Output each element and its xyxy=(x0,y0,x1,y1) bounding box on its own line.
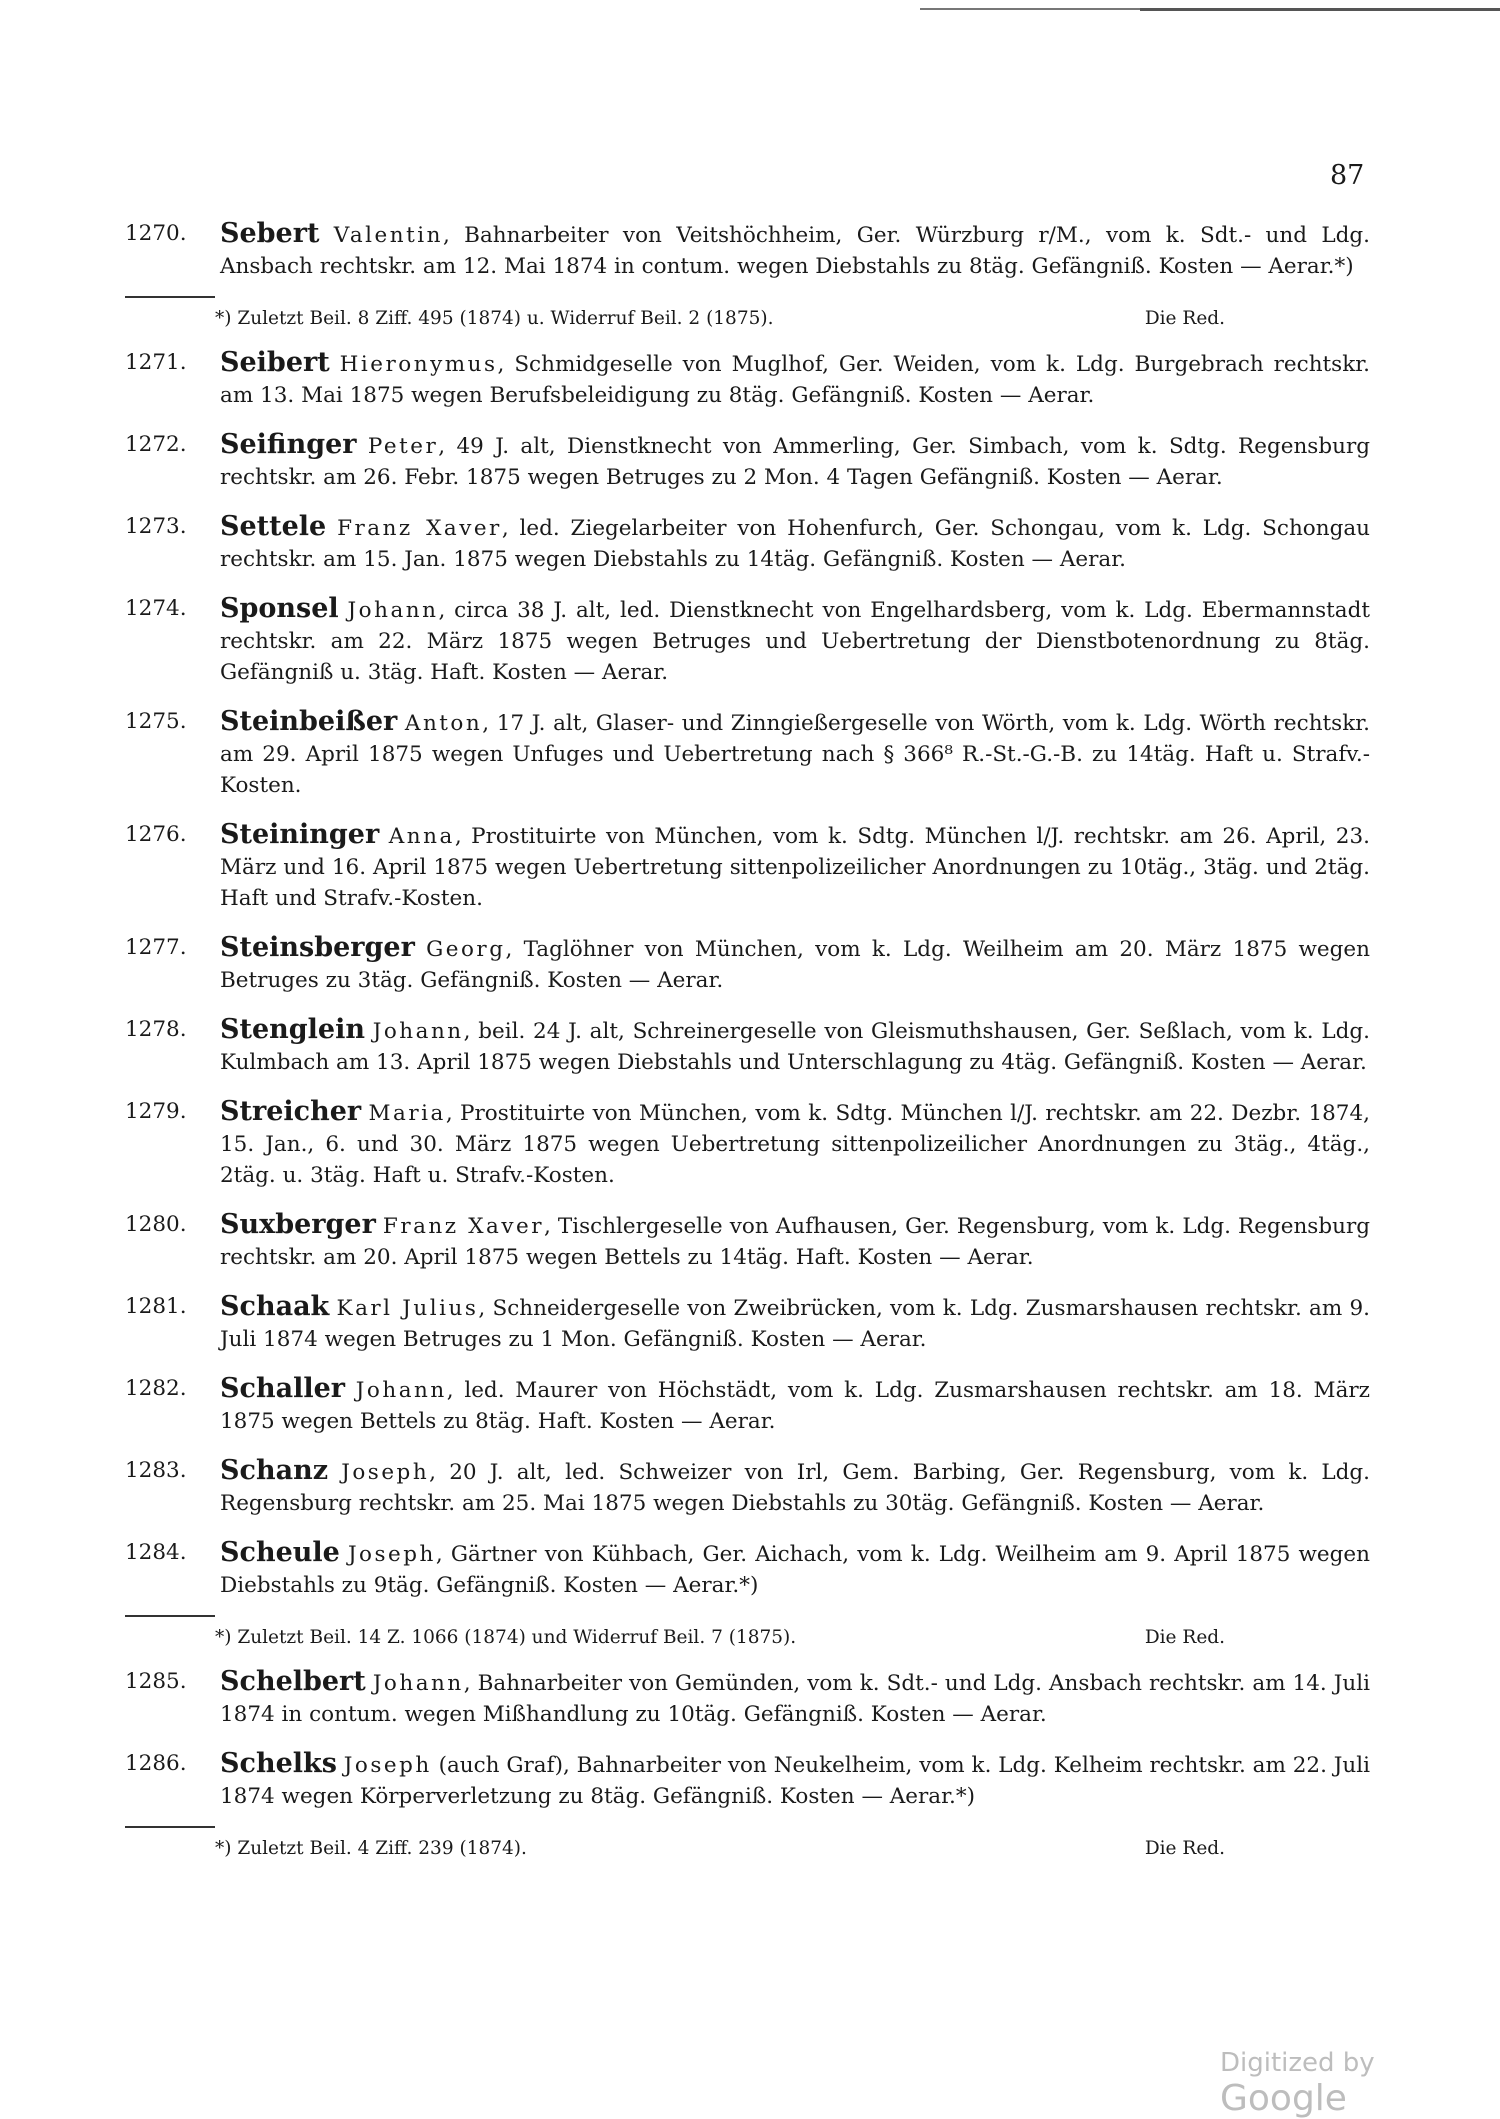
entry xyxy=(125,1096,1370,1191)
entry-surname: Schanz xyxy=(220,1455,329,1486)
entry-surname: Schelks xyxy=(220,1748,337,1779)
google-logo: Google xyxy=(1220,2078,1347,2119)
watermark-prefix: Digitized by xyxy=(1220,2048,1375,2078)
entry-number: 1278. xyxy=(125,1017,187,1042)
entry-given-name: Franz Xaver xyxy=(337,516,502,541)
entry-text xyxy=(220,1748,1370,1812)
entry-body: , beil. 24 J. alt, Schreinergeselle von Gleismuthshausen, Ger. Seßlach, vom k. Ldg. Kulmbach am 13. April 1875 wegen Diebstahls und Unterschlagung zu 4täg. Gefängniß. Kosten — Aerar. xyxy=(220,1019,1370,1075)
entry-body: , Gärtner von Kühbach, Ger. Aichach, vom k. Ldg. Weilheim am 9. April 1875 wegen Diebstahls zu 9täg. Gefängniß. Kosten — Aerar.*) xyxy=(220,1542,1370,1598)
entry-given-name: Johann xyxy=(372,1671,464,1696)
entry-number: 1274. xyxy=(125,596,187,621)
entry-surname: Schelbert xyxy=(220,1666,366,1697)
footnote xyxy=(215,1627,1225,1648)
entry xyxy=(125,1455,1370,1519)
entry-body: , Prostituirte von München, vom k. Sdtg. München l/J. rechtskr. am 22. Dezbr. 1874, 15. Jan., 6. und 30. März 1875 wegen Uebertretung sittenpolizeilicher Anordnungen zu 3täg., 4täg., 2täg. u. 3täg. Haft u. Strafv.-Kosten. xyxy=(220,1101,1370,1188)
entry-body: , 49 J. alt, Dienstknecht von Ammerling, Ger. Simbach, vom k. Sdtg. Regensburg rechtskr. am 26. Febr. 1875 wegen Betruges zu 2 Mon. 4 Tagen Gefängniß. Kosten — Aerar. xyxy=(220,434,1370,490)
entry-surname: Sebert xyxy=(220,218,320,249)
entry-body: , 20 J. alt, led. Schweizer von Irl, Gem. Barbing, Ger. Regensburg, vom k. Ldg. Regensburg rechtskr. am 25. Mai 1875 wegen Diebstahls zu 30täg. Gefängniß. Kosten — Aerar. xyxy=(220,1460,1371,1516)
digitized-by-google-watermark xyxy=(1220,2048,1500,2119)
entry-given-name: Hieronymus xyxy=(339,352,498,377)
entry-text xyxy=(220,1455,1370,1519)
entry-number: 1276. xyxy=(125,822,187,847)
entry-body: , 17 J. alt, Glaser- und Zinngießergeselle von Wörth, vom k. Ldg. Wörth rechtskr. am 29. April 1875 wegen Unfuges und Uebertretung nach § 366⁸ R.-St.-G.-B. zu 14täg. Haft u. Strafv.-Kosten. xyxy=(220,711,1370,798)
entry-number: 1283. xyxy=(125,1458,187,1483)
entry-body: , Taglöhner von München, vom k. Ldg. Weilheim am 20. März 1875 wegen Betruges zu 3täg. Gefängniß. Kosten — Aerar. xyxy=(220,937,1370,993)
footnote-rule xyxy=(125,1826,215,1828)
entry-number: 1270. xyxy=(125,221,187,246)
footnote-rule xyxy=(125,296,215,298)
entry-body: , Prostituirte von München, vom k. Sdtg. München l/J. rechtskr. am 26. April, 23. März und 16. April 1875 wegen Uebertretung sittenpolizeilicher Anordnungen zu 10täg., 3täg. und 2täg. Haft und Strafv.-Kosten. xyxy=(220,824,1370,911)
footnote xyxy=(215,1838,1225,1859)
entry-number: 1277. xyxy=(125,935,187,960)
entry-given-name: Anna xyxy=(388,824,455,849)
footnote-signature: Die Red. xyxy=(1144,1838,1225,1859)
top-rule-left xyxy=(920,8,1140,10)
entry-number: 1272. xyxy=(125,432,187,457)
entry-body: (auch Graf), Bahnarbeiter von Neukelheim, vom k. Ldg. Kelheim rechtskr. am 22. Juli 1874 wegen Körperverletzung zu 8täg. Gefängniß. Kosten — Aerar.*) xyxy=(220,1753,1370,1809)
entry-number: 1280. xyxy=(125,1212,187,1237)
entry xyxy=(125,593,1370,688)
entry-given-name: Franz Xaver xyxy=(382,1214,544,1239)
entry xyxy=(125,1209,1370,1273)
entry-given-name: Johann xyxy=(355,1378,447,1403)
entry-given-name: Valentin xyxy=(333,223,443,248)
entry-given-name: Johann xyxy=(372,1019,464,1044)
entry xyxy=(125,1014,1370,1078)
entry-text xyxy=(220,429,1370,493)
entry-text xyxy=(220,1666,1370,1730)
entry-text xyxy=(220,1096,1370,1191)
footnote-signature: Die Red. xyxy=(1144,308,1225,329)
entry xyxy=(125,1748,1370,1812)
entry-given-name: Georg xyxy=(426,937,506,962)
entry xyxy=(125,1373,1370,1437)
entry-number: 1281. xyxy=(125,1294,187,1319)
entry-given-name: Joseph xyxy=(341,1460,430,1485)
entry xyxy=(125,819,1370,914)
entry xyxy=(125,706,1370,801)
entry-given-name: Johann xyxy=(347,598,439,623)
entry-number: 1271. xyxy=(125,350,187,375)
entry-number: 1282. xyxy=(125,1376,187,1401)
entry-text xyxy=(220,511,1370,575)
entry-text xyxy=(220,706,1370,801)
entry-text xyxy=(220,347,1370,411)
entry xyxy=(125,1537,1370,1601)
entry-text xyxy=(220,1209,1370,1273)
entry-given-name: Joseph xyxy=(347,1542,436,1567)
entry-surname: Schaak xyxy=(220,1291,330,1322)
entry-surname: Seibert xyxy=(220,347,330,378)
entry-number: 1286. xyxy=(125,1751,187,1776)
entry-given-name: Karl Julius xyxy=(336,1296,479,1321)
register-content xyxy=(125,218,1370,1877)
entry-text xyxy=(220,1373,1370,1437)
entry-text xyxy=(220,593,1370,688)
footnote-text: *) Zuletzt Beil. 14 Z. 1066 (1874) und Widerruf Beil. 7 (1875). xyxy=(215,1627,797,1648)
entry-number: 1275. xyxy=(125,709,187,734)
entry-body: , Bahnarbeiter von Gemünden, vom k. Sdt.- und Ldg. Ansbach rechtskr. am 14. Juli 1874 in contum. wegen Mißhandlung zu 10täg. Gefängniß. Kosten — Aerar. xyxy=(220,1671,1371,1727)
entry-number: 1285. xyxy=(125,1669,187,1694)
entry-surname: Stenglein xyxy=(220,1014,365,1045)
entry-surname: Scheule xyxy=(220,1537,340,1568)
entry-surname: Schaller xyxy=(220,1373,345,1404)
entry-text xyxy=(220,1537,1370,1601)
entry-text xyxy=(220,218,1370,282)
footnote-text: *) Zuletzt Beil. 8 Ziff. 495 (1874) u. Widerruf Beil. 2 (1875). xyxy=(215,308,774,329)
entry-text xyxy=(220,932,1370,996)
entry-body: , Tischlergeselle von Aufhausen, Ger. Regensburg, vom k. Ldg. Regensburg rechtskr. am 20. April 1875 wegen Bettels zu 14täg. Haft. Kosten — Aerar. xyxy=(220,1214,1370,1270)
entry-text xyxy=(220,1014,1370,1078)
top-rule-right xyxy=(1140,8,1500,11)
entry xyxy=(125,932,1370,996)
entry-number: 1279. xyxy=(125,1099,187,1124)
entry xyxy=(125,347,1370,411)
entry-body: , led. Maurer von Höchstädt, vom k. Ldg. Zusmarshausen rechtskr. am 18. März 1875 wegen Bettels zu 8täg. Haft. Kosten — Aerar. xyxy=(220,1378,1370,1434)
entry-text xyxy=(220,1291,1370,1355)
entry xyxy=(125,511,1370,575)
entry-surname: Steinbeißer xyxy=(220,706,398,737)
entry-text xyxy=(220,819,1370,914)
entry-given-name: Anton xyxy=(404,711,483,736)
page-number: 87 xyxy=(1330,160,1365,191)
entry-number: 1273. xyxy=(125,514,187,539)
entry-surname: Seifinger xyxy=(220,429,357,460)
entry-given-name: Joseph xyxy=(343,1753,432,1778)
footnote-text: *) Zuletzt Beil. 4 Ziff. 239 (1874). xyxy=(215,1838,527,1859)
entry xyxy=(125,1666,1370,1730)
entry-surname: Steininger xyxy=(220,819,380,850)
entry-body: , Schneidergeselle von Zweibrücken, vom k. Ldg. Zusmarshausen rechtskr. am 9. Juli 1874 wegen Betruges zu 1 Mon. Gefängniß. Kosten — Aerar. xyxy=(220,1296,1370,1352)
entry-surname: Sponsel xyxy=(220,593,339,624)
entry xyxy=(125,1291,1370,1355)
footnote xyxy=(215,308,1225,329)
entry-body: , circa 38 J. alt, led. Dienstknecht von Engelhardsberg, vom k. Ldg. Ebermannstadt rechtskr. am 22. März 1875 wegen Betruges und Uebertretung der Dienstbotenordnung zu 8täg. Gefängniß u. 3täg. Haft. Kosten — Aerar. xyxy=(220,598,1370,685)
entry-number: 1284. xyxy=(125,1540,187,1565)
entry-body: , led. Ziegelarbeiter von Hohenfurch, Ger. Schongau, vom k. Ldg. Schongau rechtskr. am 15. Jan. 1875 wegen Diebstahls zu 14täg. Gefängniß. Kosten — Aerar. xyxy=(220,516,1371,572)
footnote-rule xyxy=(125,1615,215,1617)
footnote-signature: Die Red. xyxy=(1144,1627,1225,1648)
entry xyxy=(125,429,1370,493)
entry-surname: Streicher xyxy=(220,1096,362,1127)
entry-surname: Suxberger xyxy=(220,1209,376,1240)
entry-body: , Schmidgeselle von Muglhof, Ger. Weiden, vom k. Ldg. Burgebrach rechtskr. am 13. Mai 1875 wegen Berufsbeleidigung zu 8täg. Gefängniß. Kosten — Aerar. xyxy=(220,352,1370,408)
entry-given-name: Maria xyxy=(368,1101,446,1126)
entry xyxy=(125,218,1370,282)
entry-surname: Steinsberger xyxy=(220,932,415,963)
entry-body: , Bahnarbeiter von Veitshöchheim, Ger. Würzburg r/M., vom k. Sdt.- und Ldg. Ansbach rechtskr. am 12. Mai 1874 in contum. wegen Diebstahls zu 8täg. Gefängniß. Kosten — Aerar.*) xyxy=(220,223,1370,279)
entry-surname: Settele xyxy=(220,511,327,542)
entry-given-name: Peter xyxy=(367,434,439,459)
